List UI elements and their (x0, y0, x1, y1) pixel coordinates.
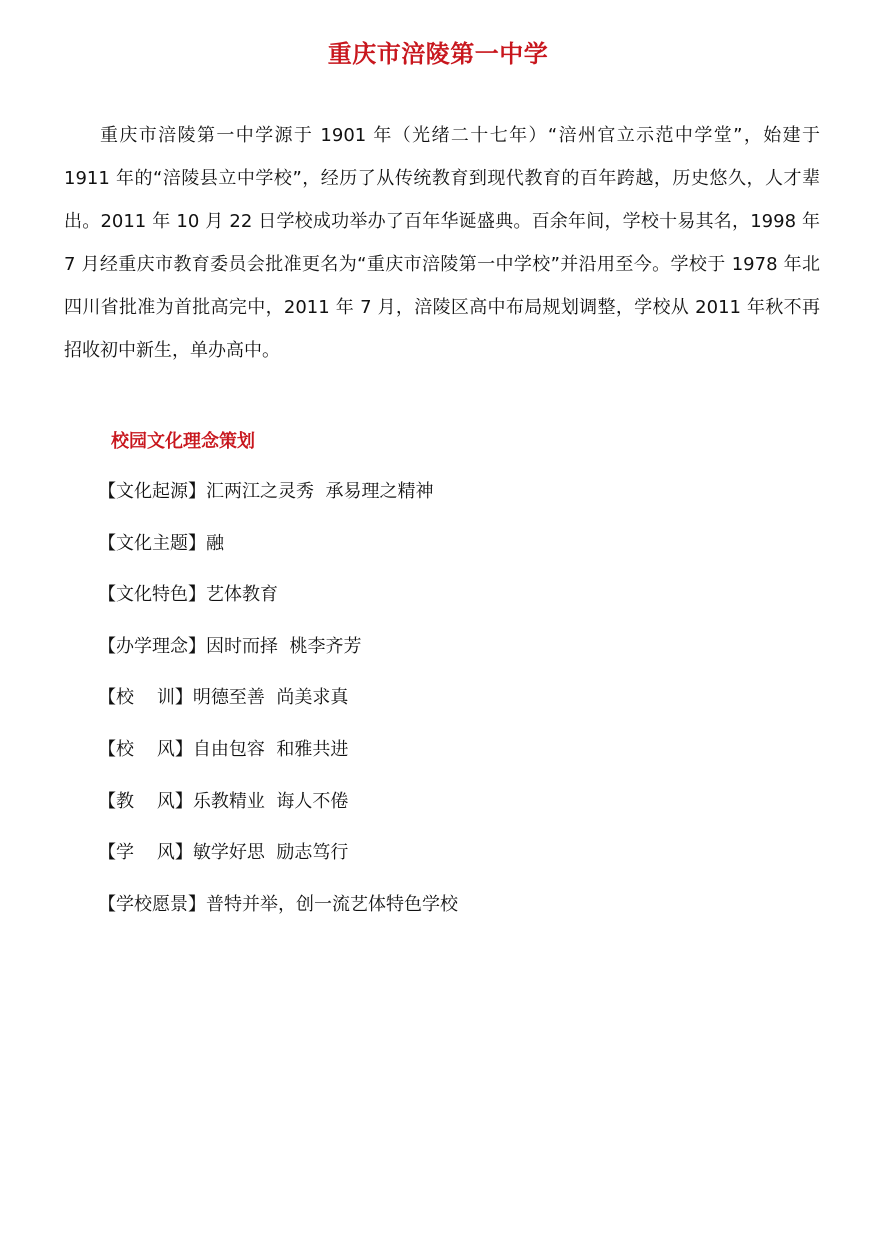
culture-item-feature (98, 579, 458, 631)
intro-paragraph: 重庆市涪陵第一中学源于 1901 年（光绪二十七年）“涪州官立示范中学堂”，始建于 1911 年的“涪陵县立中学校”，经历了从传统教育到现代教育的百年跨越，历史悠久，人才辈出。2011 年 10 月 22 日学校成功举办了百年华诞盛典。百余年间，学校十易其名，1998 年 7 月经重庆市教育委员会批准更名为“重庆市涪陵第一中学校”并沿用至今。学校于 1978 年北四川省批准为首批高完中，2011 年 7 月，涪陵区高中布局规划调整，学校从 2011 年秋不再招收初中新生，单办高中。 (64, 125, 820, 361)
item-value: 融 (206, 532, 224, 554)
item-label: 【校 训】 (98, 687, 193, 709)
culture-item-teaching-style (98, 786, 458, 838)
item-value: 自由包容 和雅共进 (192, 738, 349, 760)
item-value: 因时而择 桃李齐芳 (206, 635, 362, 657)
item-label: 【校 风】 (98, 738, 193, 760)
item-label: 【文化主题】 (98, 532, 206, 554)
item-value: 艺体教育 (206, 584, 278, 606)
item-value: 普特并举，创一流艺体特色学校 (206, 893, 458, 915)
culture-item-study-style (98, 837, 458, 889)
culture-item-motto (98, 682, 458, 734)
item-label: 【办学理念】 (98, 635, 206, 657)
culture-item-theme (98, 528, 458, 580)
page-title: 重庆市涪陵第一中学 (327, 40, 549, 68)
culture-item-vision (98, 889, 458, 941)
culture-item-philosophy (98, 631, 458, 683)
item-label: 【学 风】 (98, 842, 193, 864)
item-value: 明德至善 尚美求真 (192, 687, 349, 709)
item-label: 【学校愿景】 (98, 893, 206, 915)
item-value: 乐教精业 诲人不倦 (192, 790, 349, 812)
item-label: 【教 风】 (98, 790, 193, 812)
item-value: 汇两江之灵秀 承易理之精神 (206, 481, 434, 502)
culture-item-origin (98, 476, 458, 528)
culture-item-school-spirit (98, 734, 458, 786)
item-value: 敏学好思 励志笃行 (192, 842, 349, 864)
item-label: 【文化起源】 (98, 481, 206, 502)
section-heading: 校园文化理念策划 (111, 431, 255, 452)
item-label: 【文化特色】 (98, 584, 206, 606)
culture-items-list (98, 476, 458, 940)
